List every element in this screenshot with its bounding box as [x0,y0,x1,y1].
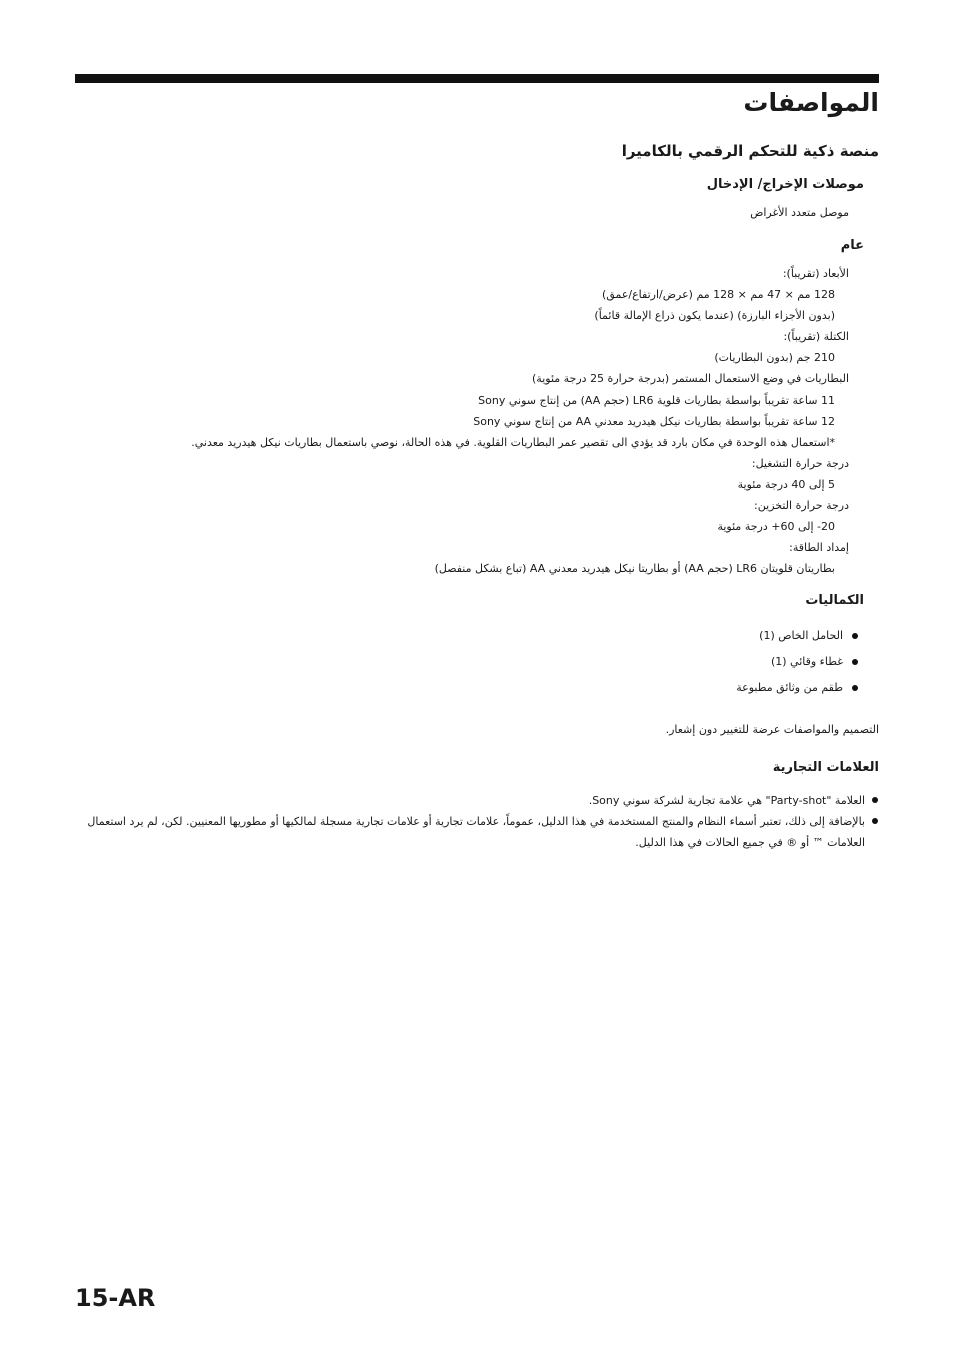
spec-line: إمداد الطاقة: [789,541,849,554]
spec-line: 5 إلى 40 درجة مئوية [737,478,835,491]
spec-line: 12 ساعة تقريباً بواسطة بطاريات نيكل هيدريد معدني AA من إنتاج سوني Sony [473,415,835,428]
spec-line: 128 مم × 47 مم × 128 مم (عرض/ارتفاع/عمق) [602,288,835,301]
io-heading: موصلات الإخراج/ الإدخال [706,177,864,192]
spec-line: درجة حرارة التشغيل: [751,457,849,470]
page-number: 15-AR [75,1284,156,1312]
top-rule [75,74,879,83]
trademarks-list [79,790,879,853]
disclaimer: التصميم والمواصفات عرضة للتغيير دون إشعار. [665,723,879,736]
list-item: طقم من وثائق مطبوعة [736,680,861,706]
section-subtitle: منصة ذكية للتحكم الرقمي بالكاميرا [621,142,879,160]
spec-note: *استعمال هذه الوحدة في مكان بارد قد يؤدي الى تقصير عمر البطاريات القلوية. في هذه الحالة، نوصي باستعمال بطاريات نيكل هيدريد معدني. [191,436,835,449]
spec-line: (بدون الأجزاء البارزة) (عندما يكون ذراع الإمالة قائماً) [594,309,835,322]
accessories-heading: الكماليات [805,593,864,608]
list-item: بالإضافة إلى ذلك، تعتبر أسماء النظام والمنتج المستخدمة في هذا الدليل، عموماً، علامات تجارية أو علامات تجارية مسجلة لمالكيها أو مطوريها المعنيين. لكن، لم يرد استعمال العلامات ™ أو ® في جميع الحالات في هذا الدليل. [79,811,879,853]
spec-line: 11 ساعة تقريباً بواسطة بطاريات قلوية LR6 (حجم AA) من إنتاج سوني Sony [478,394,835,407]
list-item: غطاء وقائي (1) [736,654,861,680]
spec-line: 210 جم (بدون البطاريات) [714,351,835,364]
spec-line: 20- إلى 60+ درجة مئوية [717,520,835,533]
spec-line: الكتلة (تقريباً): [783,330,849,343]
spec-line: بطاريتان قلويتان LR6 (حجم AA) أو بطاريتا نيكل هيدريد معدني AA (تباع بشكل منفصل) [434,562,835,575]
trademarks-heading: العلامات التجارية [772,760,879,775]
accessories-list [736,628,861,706]
list-item: العلامة "Party-shot" هي علامة تجارية لشركة سوني Sony. [79,790,879,811]
spec-line: الأبعاد (تقريباً): [782,267,849,280]
spec-line: البطاريات في وضع الاستعمال المستمر (بدرجة حرارة 25 درجة مئوية) [532,372,849,385]
general-heading: عام [840,238,864,253]
page-title: المواصفات [743,88,879,117]
spec-line: درجة حرارة التخزين: [754,499,849,512]
io-item: موصل متعدد الأغراض [750,206,849,219]
list-item: الحامل الخاص (1) [736,628,861,654]
